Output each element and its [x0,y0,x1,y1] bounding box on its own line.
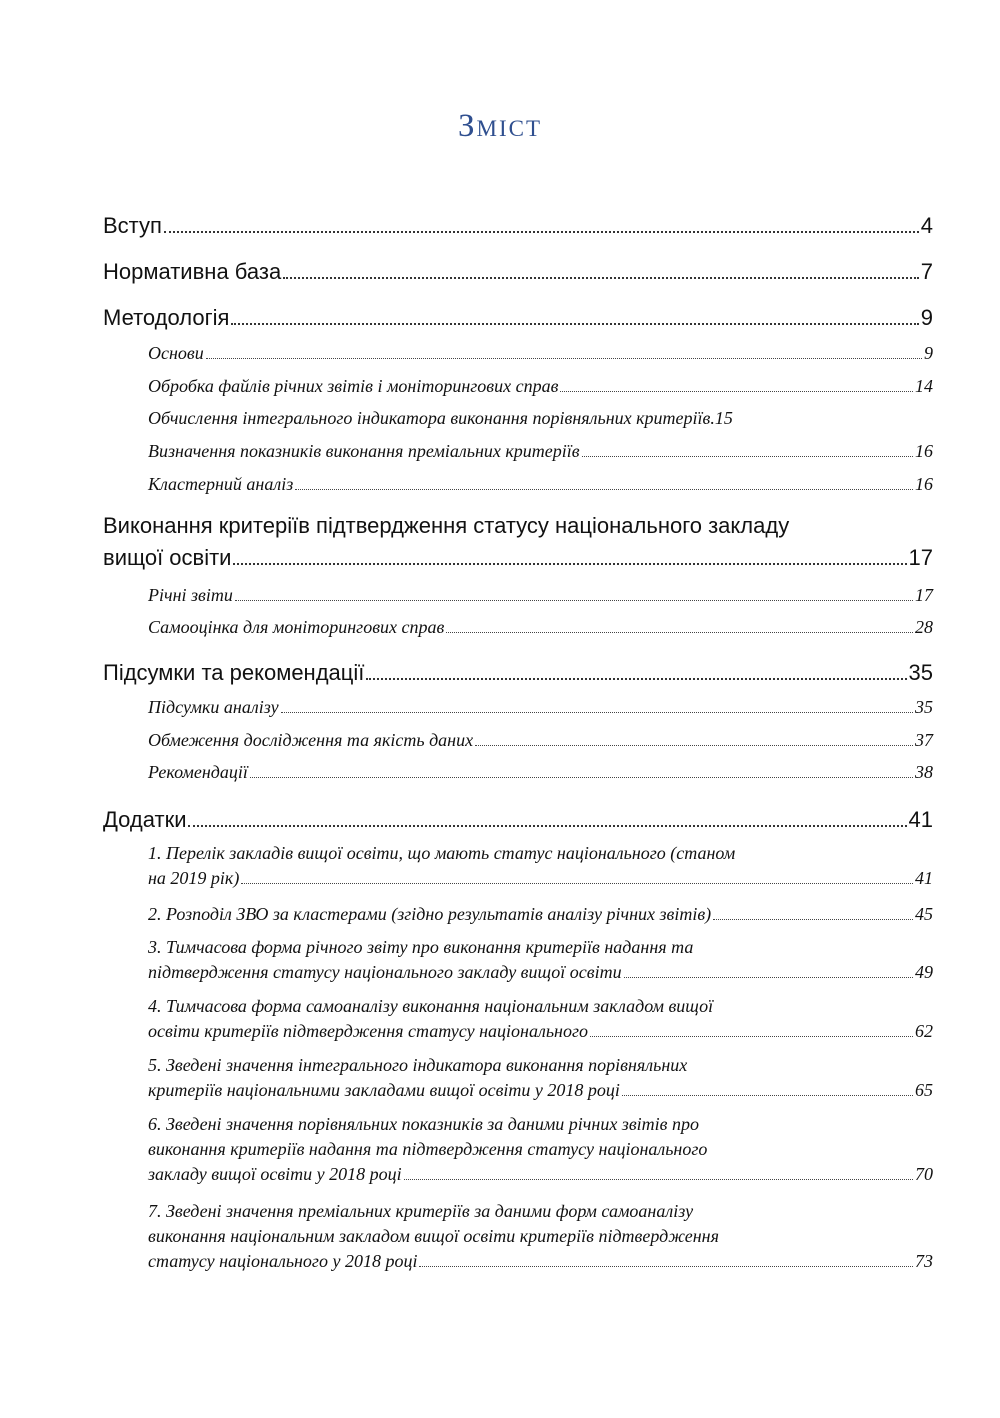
toc-page-number: 37 [915,730,933,750]
toc-entry-text: Обмеження дослідження та якість даних [148,730,474,750]
toc-page-number: 35 [915,697,933,717]
dot-leader [235,600,913,601]
toc-entry-text-line: статусу національного у 2018 році [148,1251,418,1271]
toc-entry-criteria[interactable] [103,513,933,571]
toc-entry-text: Самооцінка для моніторингових справ [148,617,445,637]
toc-entry-text-line: Виконання критеріїв підтвердження статусу національного закладу [103,513,790,538]
toc-page-number: 45 [915,904,933,924]
toc-appendix-6[interactable] [148,1114,933,1185]
dot-leader [164,231,919,233]
toc-entry-text-line: 6. Зведені значення порівняльних показників за даними річних звітів про [148,1114,699,1134]
toc-page-number: 62 [915,1021,933,1041]
dot-leader [590,1036,913,1037]
page-title: Зміст [457,108,543,144]
toc-entry-text-line: закладу вищої освіти у 2018 році [148,1164,402,1184]
toc-entry-text: 2. Розподіл ЗВО за кластерами (згідно результатів аналізу річних звітів) [148,904,712,924]
toc-page-number: 17 [908,545,933,570]
toc-page-number: 38 [915,762,933,782]
dot-leader [250,777,913,778]
dot-leader [713,919,913,920]
toc-entry-text-line: виконання національним закладом вищої освіти критеріїв підтвердження [148,1226,719,1246]
toc-entry-text-line: критеріїв національними закладами вищої освіти у 2018 році [148,1080,620,1100]
toc-entry-text-line: 4. Тимчасова форма самоаналізу виконання національним закладом вищої [148,996,714,1016]
toc-entry-text-line: підтвердження статусу національного закладу вищої освіти [148,962,622,982]
toc-entry-text-line: виконання критеріїв надання та підтвердження статусу національного [148,1139,708,1159]
toc-appendix-7[interactable] [148,1201,933,1272]
dot-leader [446,632,913,633]
toc-subentry[interactable] [148,585,933,606]
dot-leader [281,712,913,713]
toc-entry-text: Визначення показників виконання преміальних критеріїв [148,441,580,461]
toc-entry-text: Нормативна база [103,259,282,284]
toc-page-number: 7 [920,259,933,284]
dot-leader [622,1095,913,1096]
dot-leader [624,977,913,978]
toc-page-number: 14 [915,376,933,396]
toc-entry-methodology[interactable] [103,305,933,331]
toc-page-number: 70 [915,1164,933,1184]
dot-leader [295,489,913,490]
toc-page-number: 41 [915,868,933,888]
toc-subentry[interactable] [148,441,933,462]
toc-page-number: 4 [920,213,933,238]
toc-entry-text-line: на 2019 рік) [148,868,240,888]
dot-leader [475,745,913,746]
toc-entry-intro[interactable] [103,213,933,239]
toc-entry-text-line: вищої освіти [103,545,232,570]
dot-leader [283,277,919,279]
toc-entry-text: Кластерний аналіз [148,474,294,494]
toc-subentry[interactable] [148,617,933,638]
dot-leader [233,563,906,565]
toc-appendix-3[interactable] [148,937,933,983]
toc-subentry[interactable] [148,762,933,783]
dot-leader [419,1266,913,1267]
toc-entry-text: Обчислення інтегрального індикатора виконання порівняльних критеріїв. [148,408,715,428]
toc-page-number: 73 [915,1251,933,1271]
dot-leader [231,323,918,325]
toc-subentry[interactable] [148,376,933,397]
toc-entry-text-line: освіти критеріїв підтвердження статусу національного [148,1021,588,1041]
toc-entry-appendices[interactable] [103,807,933,833]
toc-entry-text-line: 5. Зведені значення інтегрального індикатора виконання порівняльних [148,1055,688,1075]
toc-page-number: 16 [915,474,933,494]
toc-page-number: 49 [915,962,933,982]
toc-appendix-5[interactable] [148,1055,933,1101]
toc-entry-text: Вступ [103,213,162,238]
toc-entry-normative[interactable] [103,259,933,285]
toc-appendix-2[interactable] [148,904,933,925]
toc-subentry[interactable] [148,408,933,429]
toc-entry-summary[interactable] [103,660,933,686]
dot-leader [206,358,922,359]
toc-entry-text: Обробка файлів річних звітів і моніторингових справ [148,376,559,396]
toc-subentry[interactable] [148,730,933,751]
dot-leader [560,391,913,392]
toc-appendix-4[interactable] [148,996,933,1042]
toc-page-number: 28 [915,617,933,637]
toc-page-number: 17 [915,585,933,605]
toc-subentry[interactable] [148,474,933,495]
toc-entry-text-line: 7. Зведені значення преміальних критеріїв за даними форм самоаналізу [148,1201,694,1221]
toc-entry-text-line: 1. Перелік закладів вищої освіти, що мають статус національного (станом [148,843,736,863]
toc-page-number: 9 [920,305,933,330]
toc-page-number: 16 [915,441,933,461]
toc-entry-text: Підсумки аналізу [148,697,279,717]
toc-page-number: 15 [714,408,733,428]
toc-entry-text-line: 3. Тимчасова форма річного звіту про виконання критеріїв надання та [148,937,694,957]
dot-leader [404,1179,913,1180]
toc-entry-text: Основи [148,343,204,363]
dot-leader [188,825,906,827]
toc-page-number: 41 [908,807,933,832]
toc-page-number: 9 [924,343,933,363]
toc-page-number: 65 [915,1080,933,1100]
toc-entry-text: Річні звіти [148,585,233,605]
dot-leader [366,678,906,680]
dot-leader [582,456,913,457]
toc-entry-text: Рекомендації [148,762,248,782]
toc-entry-text: Додатки [103,807,187,832]
toc-subentry[interactable] [148,343,933,364]
dot-leader [241,883,913,884]
toc-entry-text: Підсумки та рекомендації [103,660,365,685]
toc-appendix-1[interactable] [148,843,933,889]
toc-entry-text: Методологія [103,305,230,330]
toc-subentry[interactable] [148,697,933,718]
toc-page-number: 35 [908,660,933,685]
